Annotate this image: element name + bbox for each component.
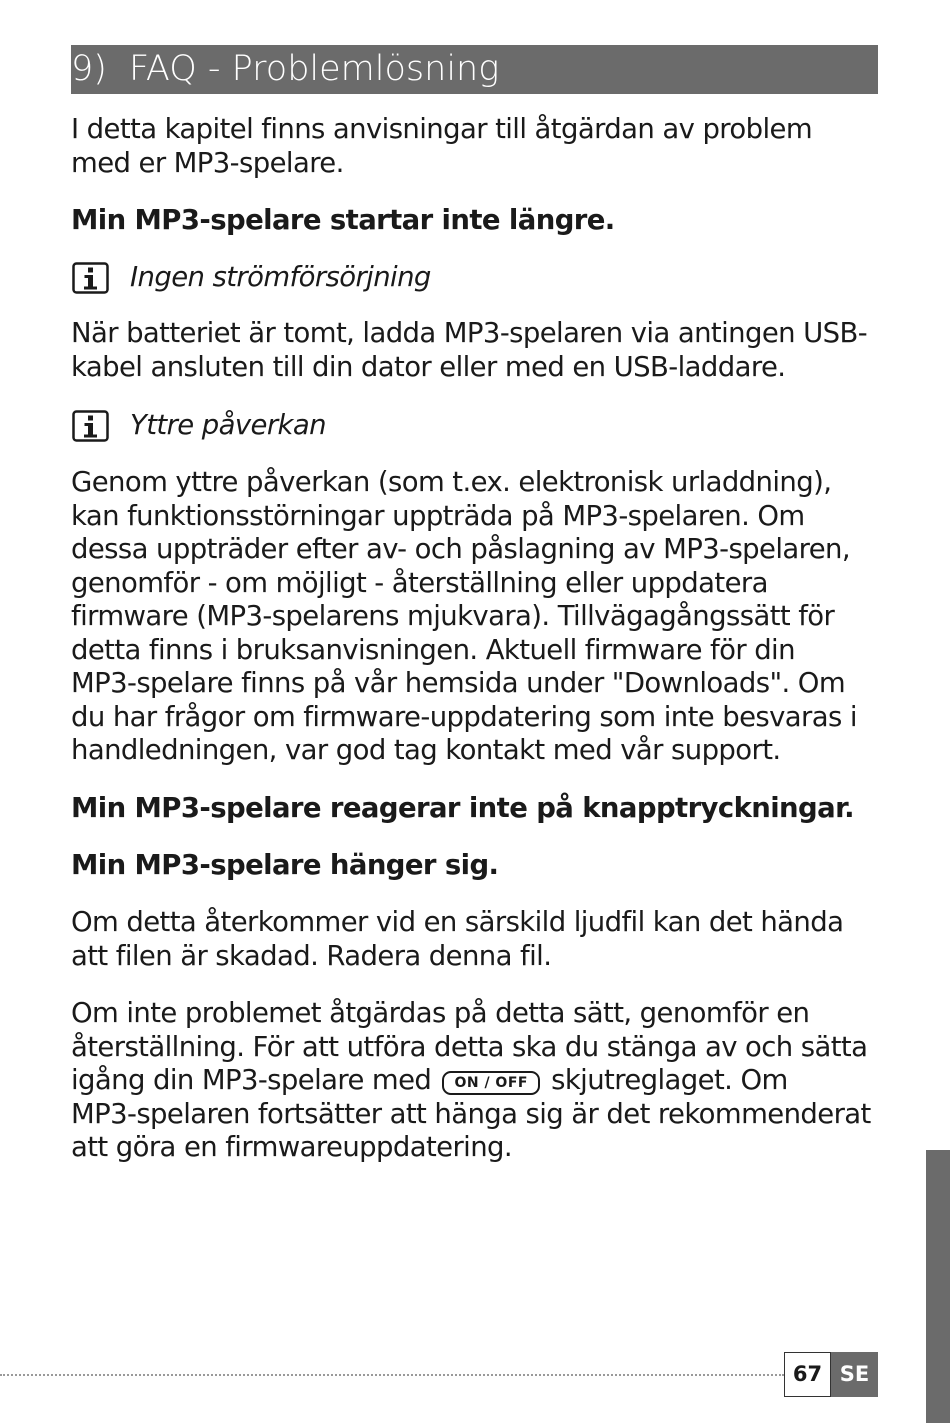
on-off-switch-symbol: ON / OFF	[442, 1071, 540, 1095]
section-heading-no-start: Min MP3-spelare startar inte längre.	[71, 204, 615, 236]
intro-paragraph	[71, 113, 881, 180]
paragraph-line	[71, 1064, 881, 1098]
note-external-influence	[71, 409, 881, 445]
paragraph-line: kabel ansluten till din dator eller med en USB-laddare.	[71, 350, 786, 383]
note-external-influence-body	[71, 466, 881, 768]
info-icon	[72, 262, 109, 294]
line-text: skjutreglaget. Om	[551, 1064, 788, 1096]
note-power-supply	[71, 261, 881, 297]
footer-dotted-rule	[0, 1374, 784, 1376]
paragraph-line: Genom yttre påverkan (som t.ex. elektronisk urladdning),	[71, 466, 832, 498]
hang-paragraph-1	[71, 906, 881, 973]
paragraph-line: MP3-spelare finns på vår hemsida under "Downloads". Om	[71, 667, 846, 699]
paragraph-line: du har frågor om firmware-uppdatering som inte besvaras i	[71, 700, 857, 733]
hang-paragraph-2	[71, 997, 881, 1165]
chapter-title: FAQ - Problemlösning	[129, 49, 500, 89]
paragraph-line: Om inte problemet åtgärdas på detta sätt, genomför en	[71, 997, 810, 1029]
paragraph-line: återställning. För att utföra detta ska du stänga av och sätta	[71, 1030, 868, 1063]
section-heading-no-response: Min MP3-spelare reagerar inte på knapptryckningar.	[71, 792, 854, 824]
chapter-title-bar	[71, 45, 878, 94]
intro-line: I detta kapitel finns anvisningar till åtgärdan av problem	[71, 113, 813, 145]
paragraph-line: När batteriet är tomt, ladda MP3-spelaren via antingen USB-	[71, 317, 868, 349]
paragraph-line: att göra en firmwareuppdatering.	[71, 1131, 513, 1163]
side-thumb-tab	[926, 1150, 950, 1423]
page-number: 67	[784, 1352, 831, 1397]
paragraph-line: detta finns i bruksanvisningen. Aktuell firmware för din	[71, 633, 795, 666]
intro-line: med er MP3-spelare.	[71, 146, 344, 179]
section-heading-hangs: Min MP3-spelare hänger sig.	[71, 849, 499, 881]
paragraph-line: handledningen, var god tag kontakt med vår support.	[71, 734, 781, 766]
line-text: igång din MP3-spelare med	[71, 1064, 432, 1096]
language-label: SE	[831, 1352, 878, 1397]
paragraph-line: Om detta återkommer vid en särskild ljudfil kan det hända	[71, 906, 844, 938]
note-title: Yttre påverkan	[130, 409, 326, 441]
note-title: Ingen strömförsörjning	[130, 261, 431, 293]
info-icon	[72, 410, 109, 442]
paragraph-line: firmware (MP3-spelarens mjukvara). Tillvägagångssätt för	[71, 600, 835, 632]
paragraph-line: dessa uppträder efter av- och påslagning av MP3-spelaren,	[71, 533, 851, 565]
paragraph-line: att filen är skadad. Radera denna fil.	[71, 939, 552, 972]
paragraph-line: kan funktionsstörningar uppträda på MP3-spelaren. Om	[71, 499, 805, 532]
paragraph-line: genomför - om möjligt - återställning eller uppdatera	[71, 566, 768, 599]
note-power-supply-body	[71, 317, 881, 384]
paragraph-line: MP3-spelaren fortsätter att hänga sig är det rekommenderat	[71, 1097, 871, 1130]
chapter-number: 9)	[71, 49, 107, 89]
